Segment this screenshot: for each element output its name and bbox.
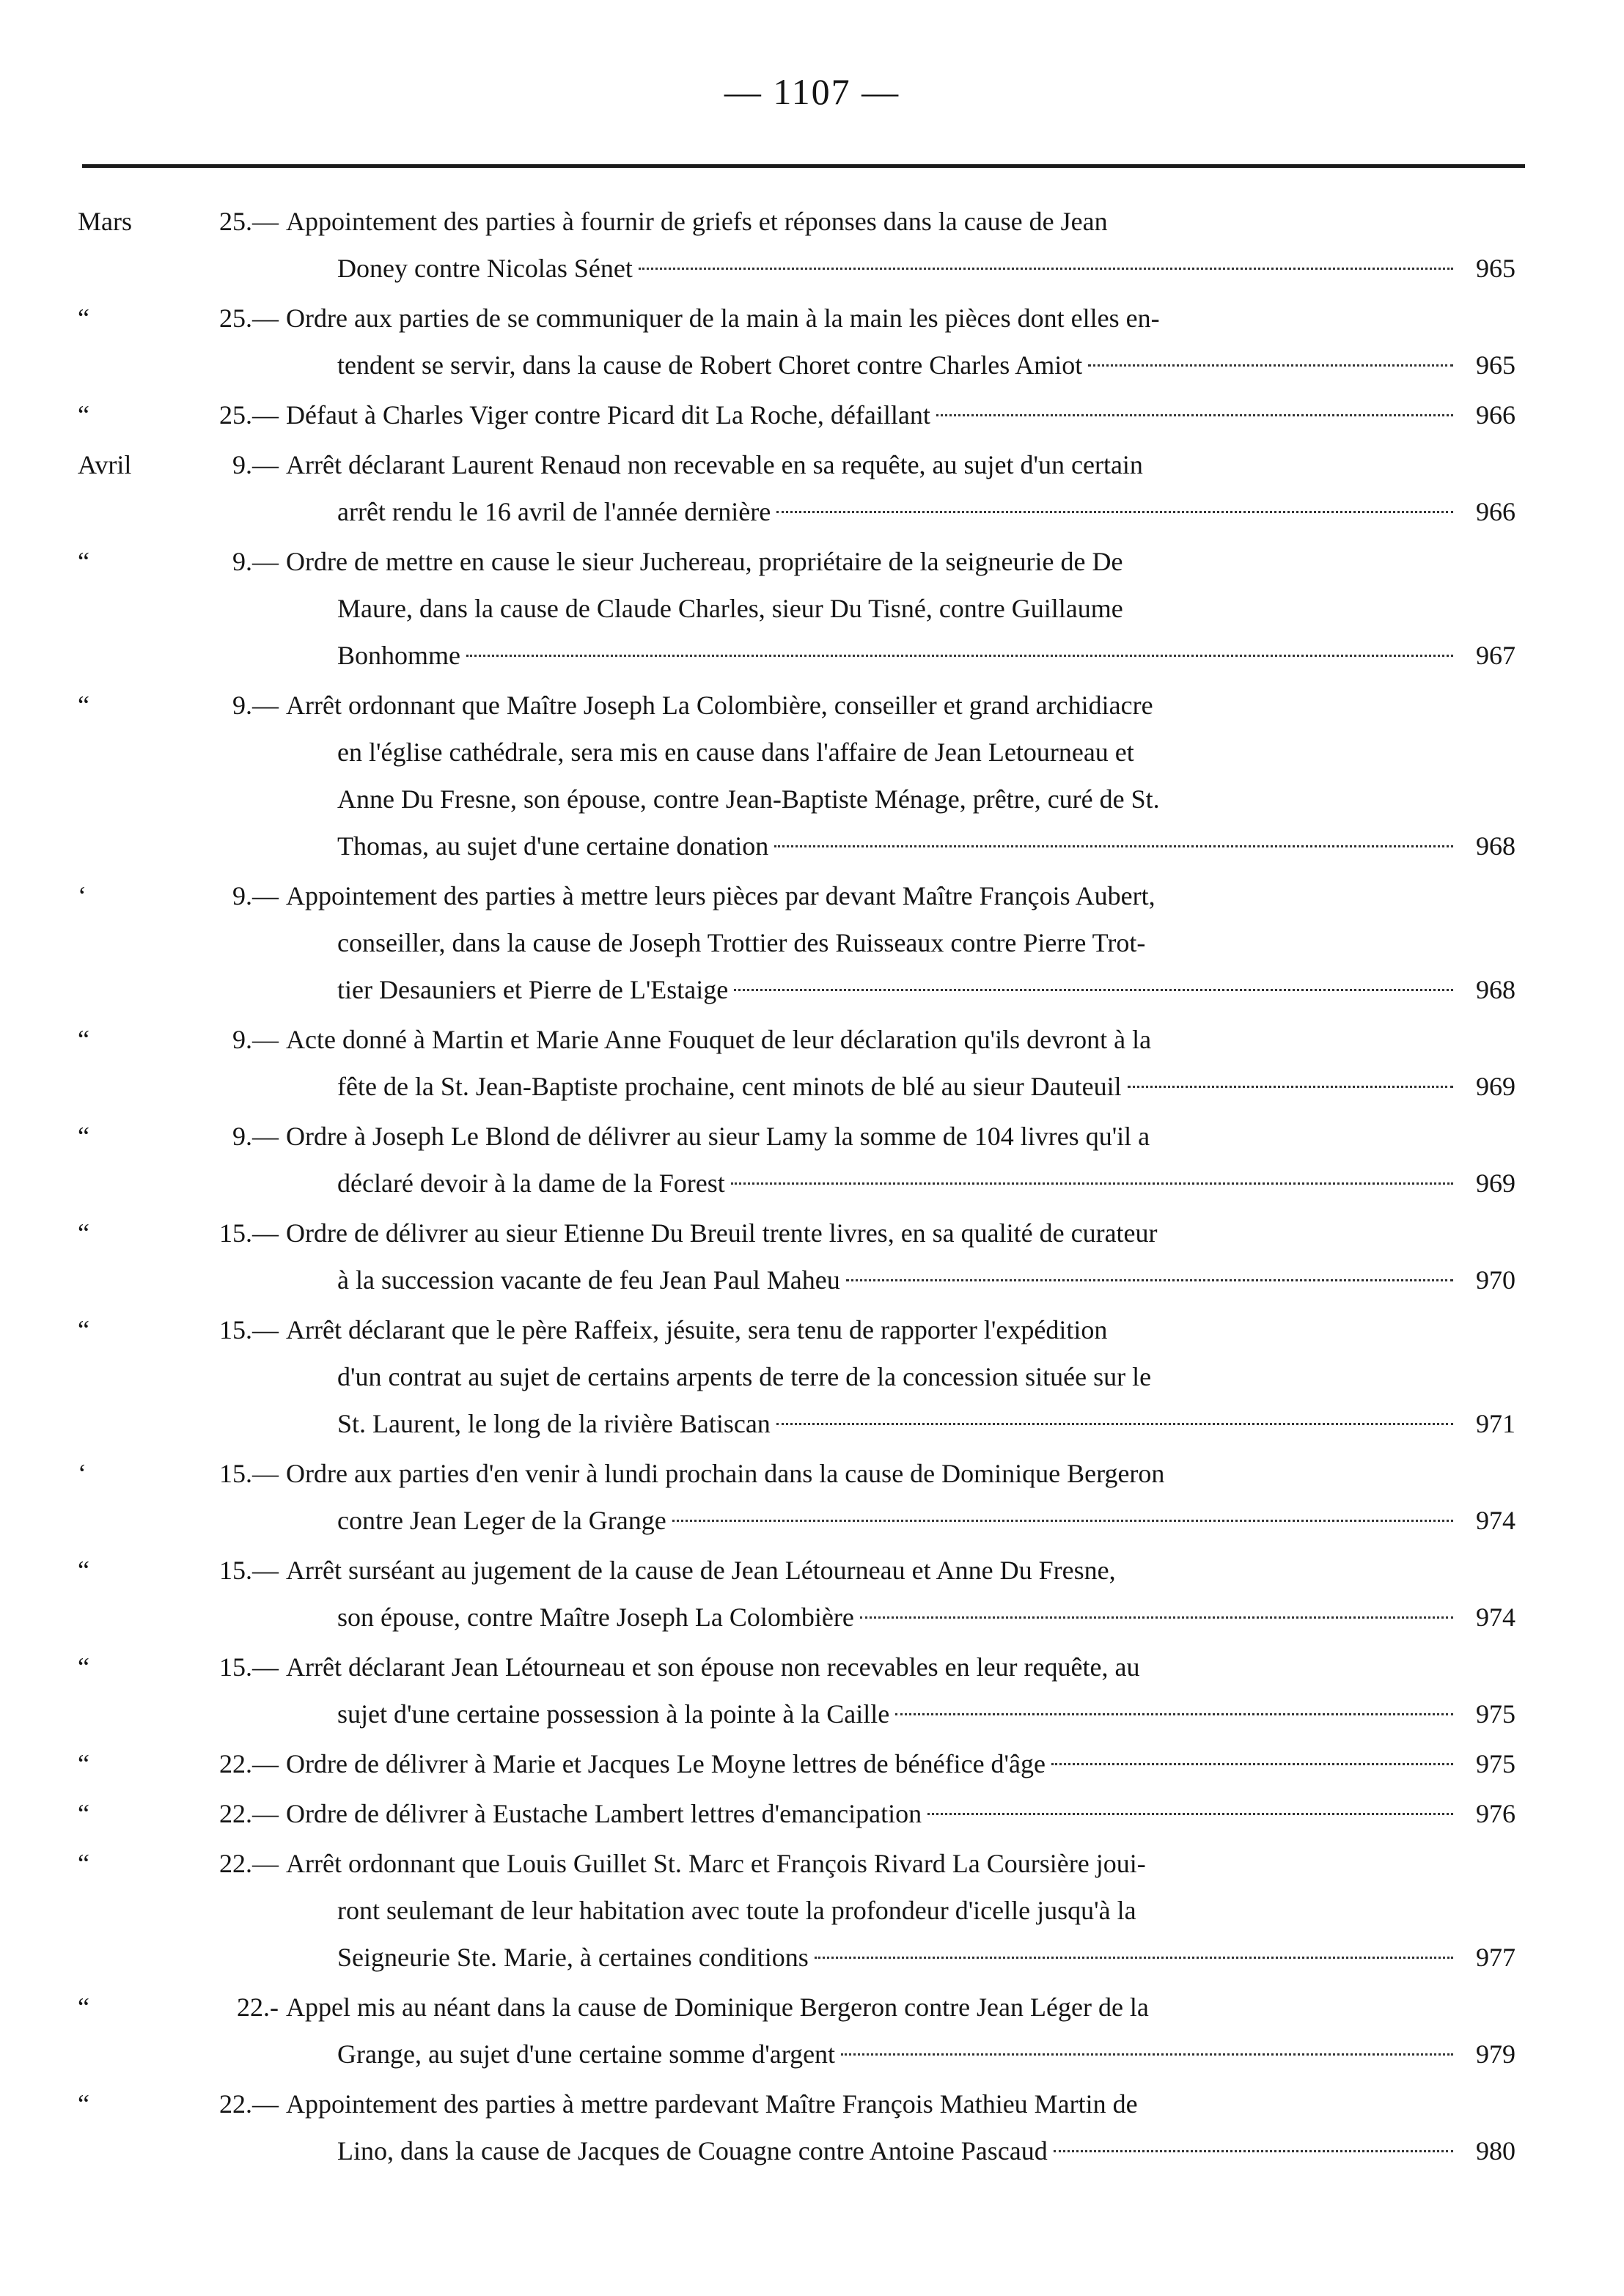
entry-month: “ [78,1993,89,2022]
entry-text [286,1790,1459,1837]
header-rule [82,164,1525,168]
entry-line [286,538,1459,585]
dot-leader [936,414,1453,416]
dot-leader [672,1520,1453,1522]
dot-leader [1088,364,1453,367]
entry-day: 15.— [219,1315,279,1344]
entry-line [337,2127,1459,2174]
entry-line-text: Arrêt déclarant Jean Létourneau et son épouse non recevables en leur requête, au [286,1652,1140,1682]
entry-day: 25.— [219,207,279,236]
entry-month: “ [78,1315,89,1344]
entry-day: 22.— [219,1799,279,1828]
entry-line [337,1400,1459,1447]
entry-day: 9.— [232,1025,279,1054]
entry-line-text: Ordre aux parties de se communiquer de la main à la main les pièces dont elles en- [286,303,1160,333]
index-entry [0,872,1624,1013]
entry-day: 9.— [232,691,279,720]
dot-leader [776,511,1453,513]
entry-day: 22.— [219,2089,279,2119]
entry-line-text: arrêt rendu le 16 avril de l'année dernière [337,497,771,526]
entry-line-text: Ordre de délivrer à Marie et Jacques Le Moyne lettres de bénéfice d'âge [286,1749,1046,1778]
entry-line [337,1256,1459,1303]
entry-day: 15.— [219,1218,279,1248]
entry-day: 9.— [232,450,279,479]
entry-line [337,1063,1459,1110]
entry-line [286,1644,1459,1690]
entry-month: “ [78,400,89,430]
dot-leader [841,2053,1453,2056]
entry-page-ref: 974 [1476,1603,1515,1632]
entry-day: 9.— [232,1122,279,1151]
entry-line-text: Appel mis au néant dans la cause de Dominique Bergeron contre Jean Léger de la [286,1993,1149,2022]
entry-page-ref: 980 [1476,2136,1515,2166]
entry-month: ‘ [78,881,87,910]
entry-line-text: déclaré devoir à la dame de la Forest [337,1169,725,1198]
entry-text [286,1547,1459,1641]
entry-text [286,538,1459,679]
entry-line [286,1450,1459,1497]
entry-day: 22.— [219,1749,279,1778]
entry-month: “ [78,1849,89,1878]
entry-page-ref: 970 [1476,1265,1515,1295]
entry-text [286,1840,1459,1981]
entry-line [286,441,1459,488]
entry-month: “ [78,1556,89,1585]
entry-day: 25.— [219,303,279,333]
entry-month: “ [78,1218,89,1248]
entry-line-text: Doney contre Nicolas Sénet [337,254,633,283]
entry-page-ref: 971 [1476,1409,1515,1438]
dot-leader [774,845,1453,847]
entry-line [286,1740,1459,1787]
entry-month: Mars [78,207,132,236]
entry-line-text: Arrêt ordonnant que Louis Guillet St. Marc et François Rivard La Coursière joui- [286,1849,1146,1878]
entry-line-text: Ordre de mettre en cause le sieur Juchereau, propriétaire de la seigneurie de De [286,547,1123,576]
entry-day: 15.— [219,1652,279,1682]
entry-line [337,823,1459,869]
entry-text [286,295,1459,389]
entry-line [337,1497,1459,1544]
dot-leader [734,989,1453,991]
entry-line [286,872,1459,919]
entry-line-text: St. Laurent, le long de la rivière Batiscan [337,1409,771,1438]
dot-leader [776,1423,1453,1425]
entry-line-text: Ordre de délivrer au sieur Etienne Du Breuil trente livres, en sa qualité de curateur [286,1218,1158,1248]
entry-text [286,441,1459,535]
entry-month: “ [78,2089,89,2119]
entry-text [286,1450,1459,1544]
entry-line [337,342,1459,389]
entry-line-text: Défaut à Charles Viger contre Picard dit La Roche, défaillant [286,400,930,430]
entry-month: “ [78,691,89,720]
entry-line [286,682,1459,729]
entry-day: 9.— [232,881,279,910]
entry-month: “ [78,1122,89,1151]
index-entry [0,1644,1624,1737]
entry-day: 25.— [219,400,279,430]
index-entry [0,1984,1624,2078]
entry-page-ref: 976 [1476,1799,1515,1828]
entry-line-text: Anne Du Fresne, son épouse, contre Jean-Baptiste Ménage, prêtre, curé de St. [337,784,1160,814]
entry-month: “ [78,1652,89,1682]
entry-day: 9.— [232,547,279,576]
dot-leader [927,1813,1453,1815]
entry-page-ref: 979 [1476,2039,1515,2069]
entry-line-text: contre Jean Leger de la Grange [337,1506,666,1535]
entry-text [286,1210,1459,1303]
entry-line [286,391,1459,438]
entry-page-ref: 975 [1476,1699,1515,1729]
entry-line-text: Ordre à Joseph Le Blond de délivrer au sieur Lamy la somme de 104 livres qu'il a [286,1122,1150,1151]
index-entry [0,1306,1624,1447]
dot-leader [895,1713,1453,1715]
index-entry [0,1840,1624,1981]
dot-leader [731,1182,1453,1185]
entry-month: “ [78,547,89,576]
entry-line-text: Arrêt déclarant Laurent Renaud non recevable en sa requête, au sujet d'un certain [286,450,1143,479]
dot-leader [639,268,1453,270]
entry-line [286,1306,1459,1353]
entry-line-text: conseiller, dans la cause de Joseph Trottier des Ruisseaux contre Pierre Trot- [337,928,1146,957]
entry-text [286,1113,1459,1207]
entry-line [337,585,1459,632]
entry-day: 22.— [219,1849,279,1878]
entry-line [286,1113,1459,1160]
entry-day: 15.— [219,1459,279,1488]
entry-line [337,1690,1459,1737]
entry-line-text: son épouse, contre Maître Joseph La Colombière [337,1603,854,1632]
index-list [0,198,1624,2177]
entry-line-text: Lino, dans la cause de Jacques de Couagne contre Antoine Pascaud [337,2136,1048,2166]
entry-line-text: Bonhomme [337,641,460,670]
entry-line-text: Maure, dans la cause de Claude Charles, sieur Du Tisné, contre Guillaume [337,594,1123,623]
entry-page-ref: 974 [1476,1506,1515,1535]
entry-line-text: fête de la St. Jean-Baptiste prochaine, cent minots de blé au sieur Dauteuil [337,1072,1122,1101]
entry-text [286,1984,1459,2078]
index-entry [0,1547,1624,1641]
entry-page-ref: 968 [1476,831,1515,861]
entry-page-ref: 965 [1476,254,1515,283]
dot-leader [846,1279,1453,1281]
entry-line-text: Arrêt déclarant que le père Raffeix, jésuite, sera tenu de rapporter l'expédition [286,1315,1108,1344]
index-entry [0,1790,1624,1837]
entry-text [286,1644,1459,1737]
entry-line-text: Appointement des parties à mettre leurs pièces par devant Maître François Aubert, [286,881,1155,910]
entry-line [286,1210,1459,1256]
entry-line [286,1984,1459,2031]
entry-month: “ [78,1025,89,1054]
entry-page-ref: 967 [1476,641,1515,670]
entry-line-text: Arrêt surséant au jugement de la cause de Jean Létourneau et Anne Du Fresne, [286,1556,1116,1585]
entry-month: “ [78,303,89,333]
entry-text [286,2080,1459,2174]
entry-line-text: en l'église cathédrale, sera mis en cause dans l'affaire de Jean Letourneau et [337,737,1134,767]
index-entry [0,538,1624,679]
index-entry [0,1113,1624,1207]
entry-page-ref: 965 [1476,350,1515,380]
entry-month: “ [78,1799,89,1828]
entry-line [337,1887,1459,1934]
index-entry [0,1450,1624,1544]
entry-line [337,776,1459,823]
entry-line [286,2080,1459,2127]
entry-page-ref: 966 [1476,400,1515,430]
entry-line [286,1840,1459,1887]
entry-page-ref: 966 [1476,497,1515,526]
entry-line [286,198,1459,245]
entry-line-text: Grange, au sujet d'une certaine somme d'argent [337,2039,836,2069]
entry-line [337,488,1459,535]
dot-leader [815,1957,1453,1959]
dot-leader [860,1616,1453,1619]
entry-text [286,682,1459,869]
entry-page-ref: 969 [1476,1072,1515,1101]
entry-text [286,1740,1459,1787]
entry-page-ref: 969 [1476,1169,1515,1198]
entry-line [286,1016,1459,1063]
dot-leader [466,655,1453,657]
dot-leader [1128,1086,1453,1088]
entry-line [337,1353,1459,1400]
entry-page-ref: 968 [1476,975,1515,1004]
entry-page-ref: 975 [1476,1749,1515,1778]
index-entry [0,391,1624,438]
entry-line-text: Arrêt ordonnant que Maître Joseph La Colombière, conseiller et grand archidiacre [286,691,1153,720]
entry-line-text: Appointement des parties à fournir de griefs et réponses dans la cause de Jean [286,207,1108,236]
index-entry [0,441,1624,535]
entry-line-text: sujet d'une certaine possession à la pointe à la Caille [337,1699,890,1729]
dot-leader [1054,2150,1453,2152]
index-entry [0,1740,1624,1787]
entry-line [337,919,1459,966]
entry-text [286,872,1459,1013]
index-entry [0,1210,1624,1303]
entry-line [337,1160,1459,1207]
entry-line-text: Acte donné à Martin et Marie Anne Fouquet de leur déclaration qu'ils devront à la [286,1025,1152,1054]
entry-line-text: Ordre de délivrer à Eustache Lambert lettres d'emancipation [286,1799,922,1828]
entry-line [337,2031,1459,2078]
entry-line-text: d'un contrat au sujet de certains arpents de terre de la concession située sur le [337,1362,1152,1391]
entry-month: ‘ [78,1459,87,1488]
entry-line [286,295,1459,342]
entry-line-text: Seigneurie Ste. Marie, à certaines conditions [337,1943,809,1972]
entry-line [337,1934,1459,1981]
entry-line-text: Appointement des parties à mettre pardevant Maître François Mathieu Martin de [286,2089,1138,2119]
entry-line [337,632,1459,679]
entry-line [286,1790,1459,1837]
entry-month: “ [78,1749,89,1778]
entry-month: Avril [78,450,132,479]
entry-text [286,391,1459,438]
entry-line [286,1547,1459,1594]
entry-line-text: tier Desauniers et Pierre de L'Estaige [337,975,729,1004]
index-entry [0,295,1624,389]
entry-line-text: Thomas, au sujet d'une certaine donation [337,831,769,861]
dot-leader [1051,1763,1453,1765]
entry-day: 15.— [219,1556,279,1585]
entry-line-text: Ordre aux parties d'en venir à lundi prochain dans la cause de Dominique Bergeron [286,1459,1165,1488]
index-entry [0,198,1624,292]
entry-text [286,1016,1459,1110]
index-entry [0,2080,1624,2174]
entry-line [337,245,1459,292]
index-entry [0,1016,1624,1110]
page-number: — 1107 — [724,71,900,112]
entry-text [286,1306,1459,1447]
entry-day: 22.- [237,1993,279,2022]
entry-line-text: tendent se servir, dans la cause de Robert Choret contre Charles Amiot [337,350,1083,380]
entry-line-text: à la succession vacante de feu Jean Paul Maheu [337,1265,840,1295]
entry-page-ref: 977 [1476,1943,1515,1972]
index-entry [0,682,1624,869]
entry-line [337,729,1459,776]
entry-line [337,966,1459,1013]
entry-text [286,198,1459,292]
entry-line-text: ront seulemant de leur habitation avec toute la profondeur d'icelle jusqu'à la [337,1896,1136,1925]
entry-line [337,1594,1459,1641]
